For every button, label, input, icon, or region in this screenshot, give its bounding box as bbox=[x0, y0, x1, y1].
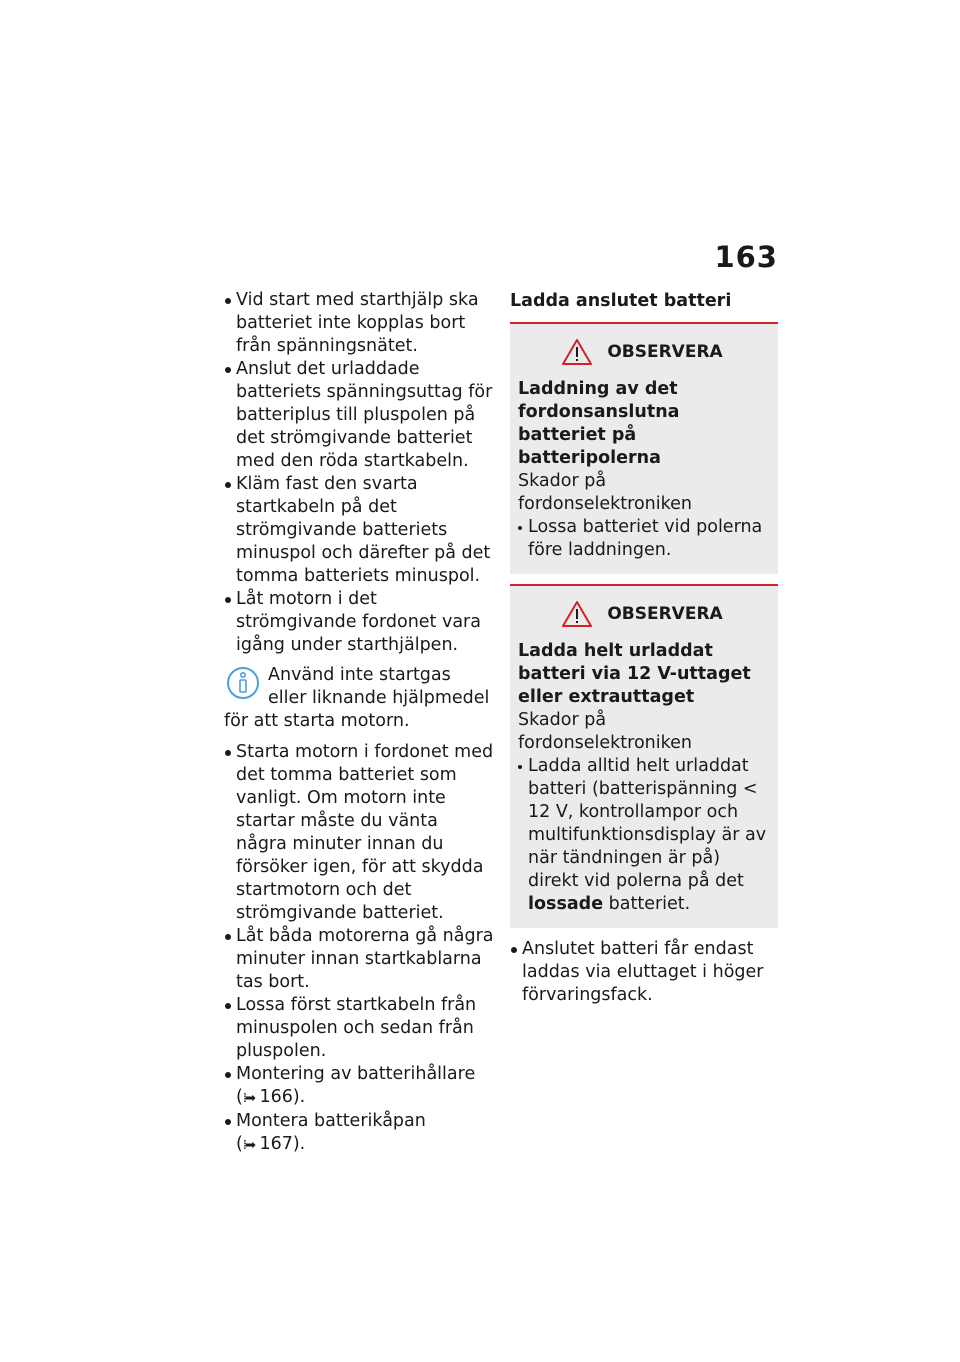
list-item: Låt båda motorerna gå några minuter innan startkablarna tas bort. bbox=[224, 925, 494, 994]
warning-header bbox=[514, 600, 770, 628]
info-icon bbox=[226, 666, 260, 700]
warning-title: OBSERVERA bbox=[607, 603, 723, 624]
info-note bbox=[224, 664, 494, 733]
page-reference[interactable]: 166). bbox=[259, 1087, 306, 1107]
list-item-text: Ladda alltid helt urladdat batteri (batterispänning < 12 V, kontrollampor och multifunktionsdisplay är av när tändningen är på) direkt vid polerna på det bbox=[528, 756, 767, 891]
list-item: Vid start med starthjälp ska batteriet inte kopplas bort från spänningsnätet. bbox=[224, 289, 494, 358]
warning-triangle-icon bbox=[561, 338, 593, 366]
warning-list bbox=[518, 755, 770, 916]
list-item: Låt motorn i det strömgivande fordonet vara igång under starthjälpen. bbox=[224, 588, 494, 657]
list-item-text: Montera batterikåpan bbox=[236, 1111, 426, 1131]
list-item: Montering av batterihållare (⁞➡ 166). bbox=[224, 1063, 494, 1110]
bullet-list bbox=[510, 938, 778, 1007]
arrow-right-icon: ⁞➡ bbox=[242, 1138, 254, 1153]
info-text: Använd inte startgas eller liknande hjälpmedel för att starta motorn. bbox=[224, 665, 490, 731]
warning-subtitle: Ladda helt urladdat batteri via 12 V-uttaget eller extrauttaget bbox=[518, 641, 751, 707]
warning-list bbox=[518, 516, 770, 562]
right-column bbox=[510, 289, 778, 1007]
arrow-right-icon: ⁞➡ bbox=[242, 1091, 254, 1106]
warning-subtitle: Laddning av det fordonsanslutna batteriet på batteripolerna bbox=[518, 379, 680, 468]
warning-body: Skador på fordonselektroniken bbox=[518, 710, 693, 753]
warning-title: OBSERVERA bbox=[607, 341, 723, 362]
list-item: Montera batterikåpan (⁞➡ 167). bbox=[224, 1110, 494, 1157]
warning-body: Skador på fordonselektroniken bbox=[518, 471, 693, 514]
list-item: Anslut det urladdade batteriets spänningsuttag för batteriplus till pluspolen på det strömgivande batteriet med den röda startkabeln. bbox=[224, 358, 494, 473]
left-column bbox=[224, 289, 494, 1157]
list-item bbox=[518, 755, 770, 916]
list-item: Starta motorn i fordonet med det tomma batteriet som vanligt. Om motorn inte startar måste du vänta några minuter innan du försöker igen, för att skydda startmotorn och det strömgivande batteriet. bbox=[224, 741, 494, 925]
list-item-text: batteriet. bbox=[608, 894, 691, 914]
list-item: Anslutet batteri får endast laddas via eluttaget i höger förvaringsfack. bbox=[510, 938, 778, 1007]
section-heading: Ladda anslutet batteri bbox=[510, 291, 732, 311]
page-number: 163 bbox=[714, 240, 778, 274]
emphasis-text: lossade bbox=[528, 894, 604, 914]
list-item: Lossa först startkabeln från minuspolen och sedan från pluspolen. bbox=[224, 994, 494, 1063]
list-item-text: Montering av batterihållare bbox=[236, 1064, 476, 1084]
warning-box bbox=[510, 584, 778, 928]
page-reference[interactable]: 167). bbox=[259, 1134, 306, 1154]
list-item: Lossa batteriet vid polerna före laddningen. bbox=[518, 516, 770, 562]
warning-header bbox=[514, 338, 770, 366]
bullet-list bbox=[224, 289, 494, 657]
list-item: Kläm fast den svarta startkabeln på det strömgivande batteriets minuspol och därefter på det tomma batteriets minuspol. bbox=[224, 473, 494, 588]
warning-box bbox=[510, 322, 778, 574]
bullet-list bbox=[224, 741, 494, 1157]
warning-triangle-icon bbox=[561, 600, 593, 628]
